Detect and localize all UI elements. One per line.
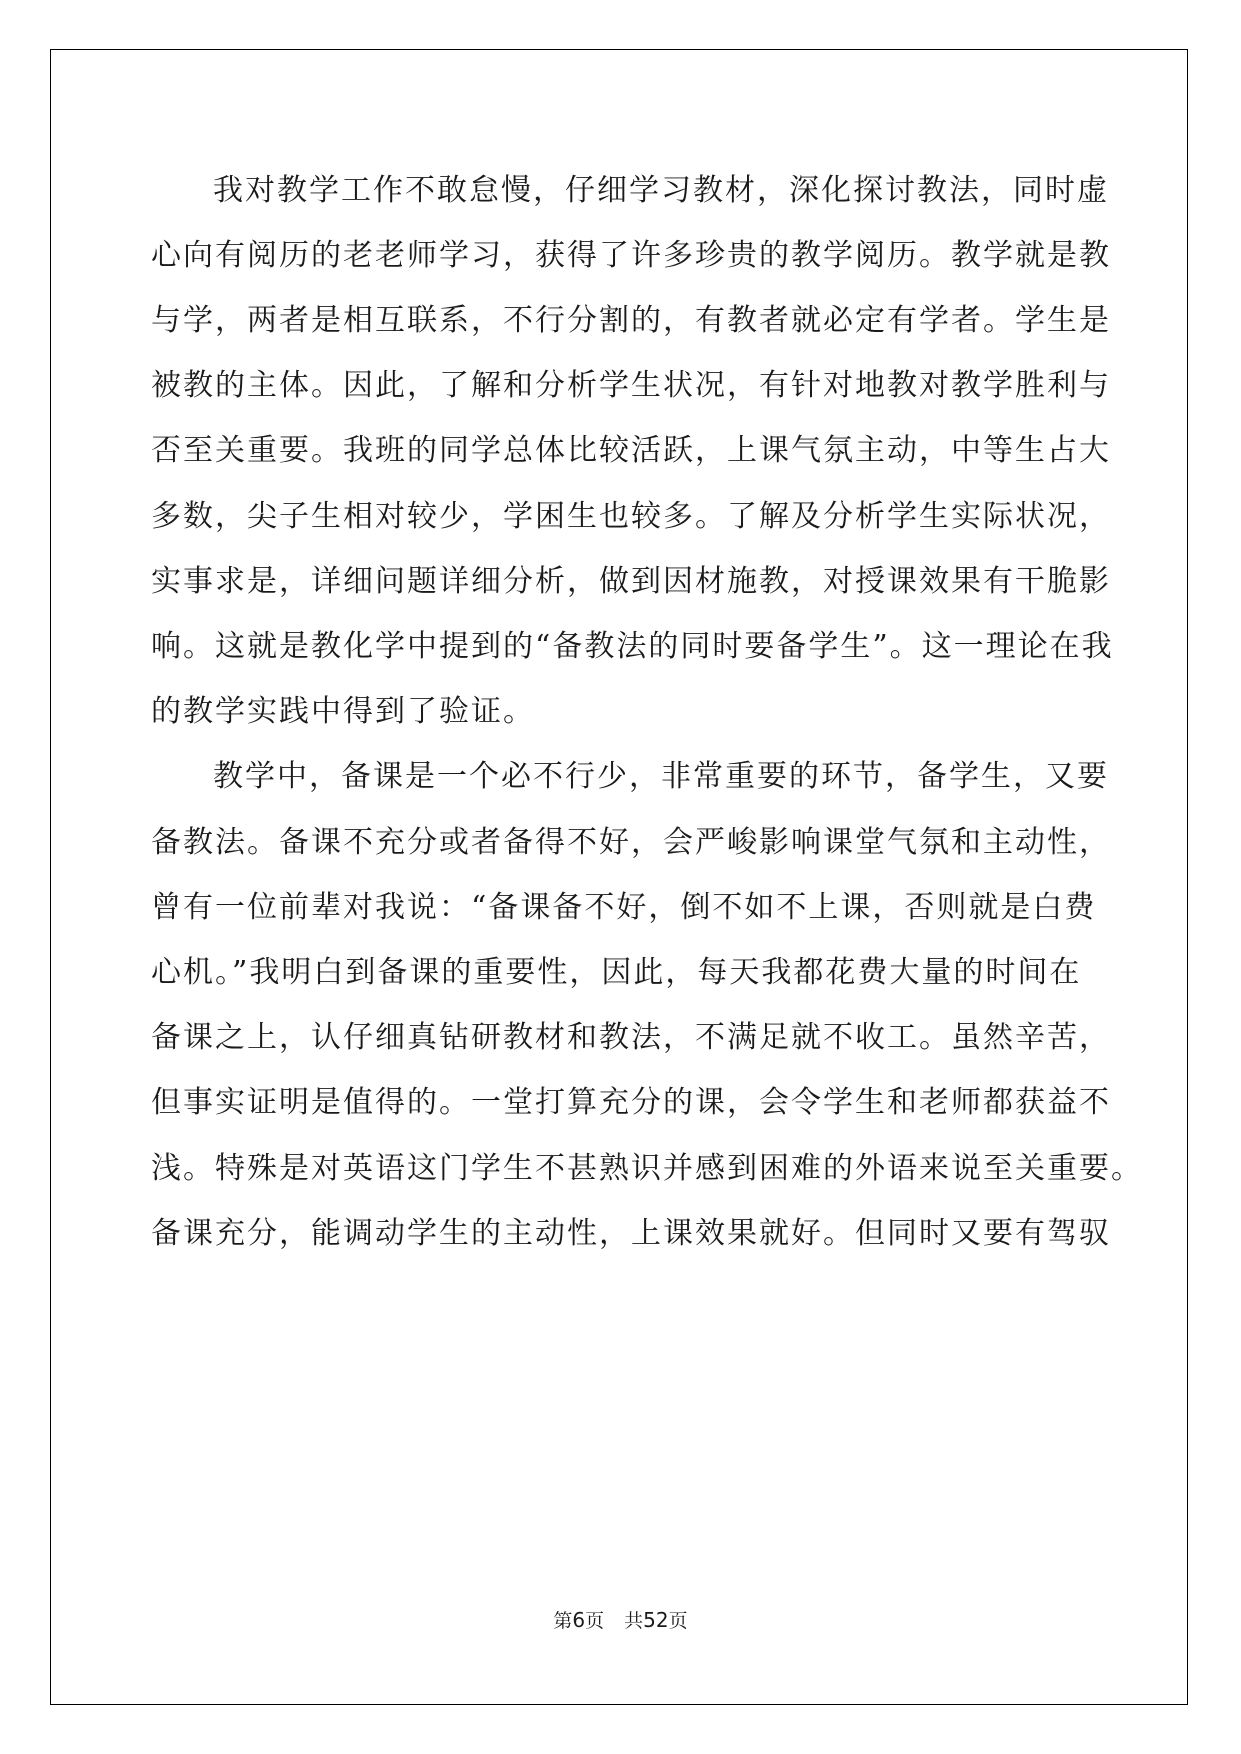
page-suffix: 页 — [585, 1610, 605, 1632]
paragraph-1-line-4: 被教的主体。因此，了解和分析学生状况，有针对地教对教学胜利与 — [151, 368, 1111, 403]
paragraph-1-line-5: 否至关重要。我班的同学总体比较活跃，上课气氛主动，中等生占大 — [151, 433, 1111, 468]
page-number: 6 — [572, 1608, 586, 1632]
page-footer — [0, 1608, 1241, 1633]
page-border — [50, 49, 1188, 1705]
paragraph-1-line-1: 我对教学工作不敢怠慢，仔细学习教材，深化探讨教法，同时虚 — [213, 173, 1109, 208]
paragraph-1-line-2: 心向有阅历的老老师学习，获得了许多珍贵的教学阅历。教学就是教 — [151, 238, 1111, 273]
total-suffix: 页 — [668, 1610, 688, 1632]
paragraph-2-line-4: 心机。”我明白到备课的重要性，因此，每天我都花费大量的时间在 — [151, 955, 1082, 990]
paragraph-1-line-6: 多数，尖子生相对较少，学困生也较多。了解及分析学生实际状况， — [151, 499, 1111, 534]
paragraph-1-line-8: 响。这就是教化学中提到的“备教法的同时要备学生”。这一理论在我 — [151, 629, 1114, 664]
paragraph-1-line-9: 的教学实践中得到了验证。 — [151, 694, 535, 729]
paragraph-1-line-3: 与学，两者是相互联系，不行分割的，有教者就必定有学者。学生是 — [151, 303, 1111, 338]
page-prefix: 第 — [553, 1610, 573, 1632]
paragraph-2-line-6: 但事实证明是值得的。一堂打算充分的课，会令学生和老师都获益不 — [151, 1085, 1111, 1120]
paragraph-1-line-7: 实事求是，详细问题详细分析，做到因材施教，对授课效果有干脆影 — [151, 564, 1111, 599]
paragraph-2-line-7: 浅。特殊是对英语这门学生不甚熟识并感到困难的外语来说至关重要。 — [151, 1151, 1143, 1186]
paragraph-2-line-5: 备课之上，认仔细真钻研教材和教法，不满足就不收工。虽然辛苦， — [151, 1020, 1111, 1055]
paragraph-2-line-3: 曾有一位前辈对我说：“备课备不好，倒不如不上课，否则就是白费 — [151, 890, 1097, 925]
total-pages: 52 — [643, 1608, 669, 1632]
paragraph-2-line-8: 备课充分，能调动学生的主动性，上课效果就好。但同时又要有驾驭 — [151, 1216, 1111, 1251]
paragraph-2-line-1: 教学中，备课是一个必不行少，非常重要的环节，备学生，又要 — [213, 759, 1109, 794]
total-prefix: 共 — [624, 1610, 644, 1632]
paragraph-2-line-2: 备教法。备课不充分或者备得不好，会严峻影响课堂气氛和主动性， — [151, 825, 1111, 860]
